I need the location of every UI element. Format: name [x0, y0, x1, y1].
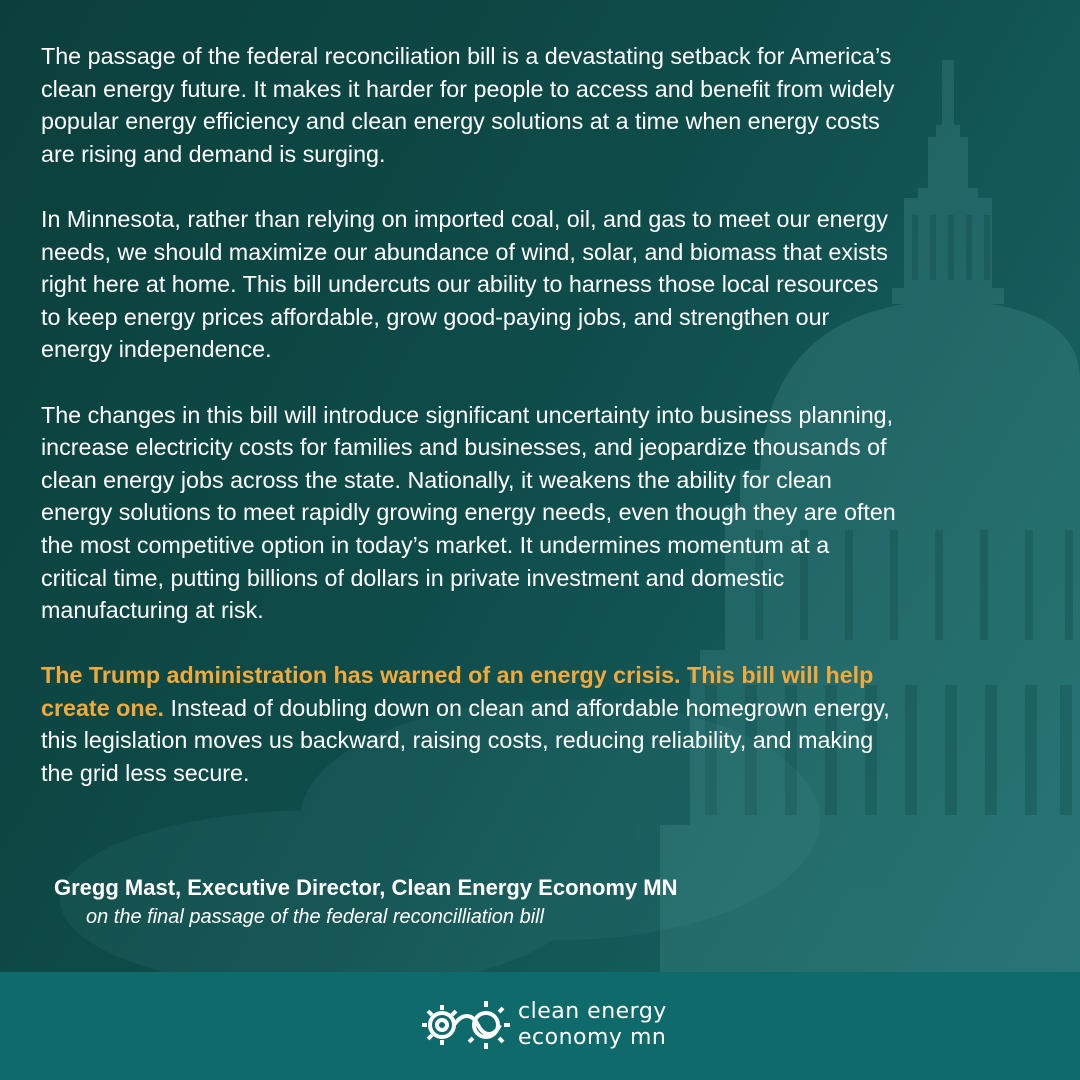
speaker-name: Gregg Mast, Executive Director, Clean Energy Economy MN: [54, 875, 678, 900]
highlighted-quote: The Trump administration has warned of an energy crisis. This bill will help create one.: [41, 662, 874, 721]
statement-final-paragraph: [41, 659, 901, 789]
statement-paragraph: In Minnesota, rather than relying on imported coal, oil, and gas to meet our energy needs, we should maximize our abundance of wind, solar, and biomass that exists right here at home. This bill undercuts our ability to harness those local resources to keep energy prices affordable, grow good-paying jobs, and strengthen our energy independence.: [41, 205, 888, 363]
brand-wordmark: [518, 999, 667, 1051]
quote-context: on the final passage of the federal reconcilliation bill: [86, 906, 545, 928]
statement-paragraph: The passage of the federal reconciliation bill is a devastating setback for America’s clean energy future. It makes it harder for people to access and benefit from widely popular energy efficiency and clean energy solutions at a time when energy costs are rising and demand is surging.: [41, 43, 895, 167]
brand-line-1: clean energy: [518, 999, 667, 1024]
statement-body: [41, 40, 901, 822]
final-paragraph-text: Instead of doubling down on clean and affordable homegrown energy, this legislation moves us backward, raising costs, reducing reliability, and making the grid less secure.: [41, 694, 890, 787]
attribution: [54, 873, 678, 931]
brand-line-2: economy mn: [518, 1025, 667, 1050]
statement-paragraph: The changes in this bill will introduce significant uncertainty into business planning, increase electricity costs for families and businesses, and jeopardize thousands of clean energy jobs across the state. Nationally, it weakens the ability for clean energy solutions to meet rapidly growing energy needs, even though they are often the most competitive option in today’s market. It undermines momentum at a critical time, putting billions of dollars in private investment and domestic manufacturing at risk.: [41, 401, 896, 624]
